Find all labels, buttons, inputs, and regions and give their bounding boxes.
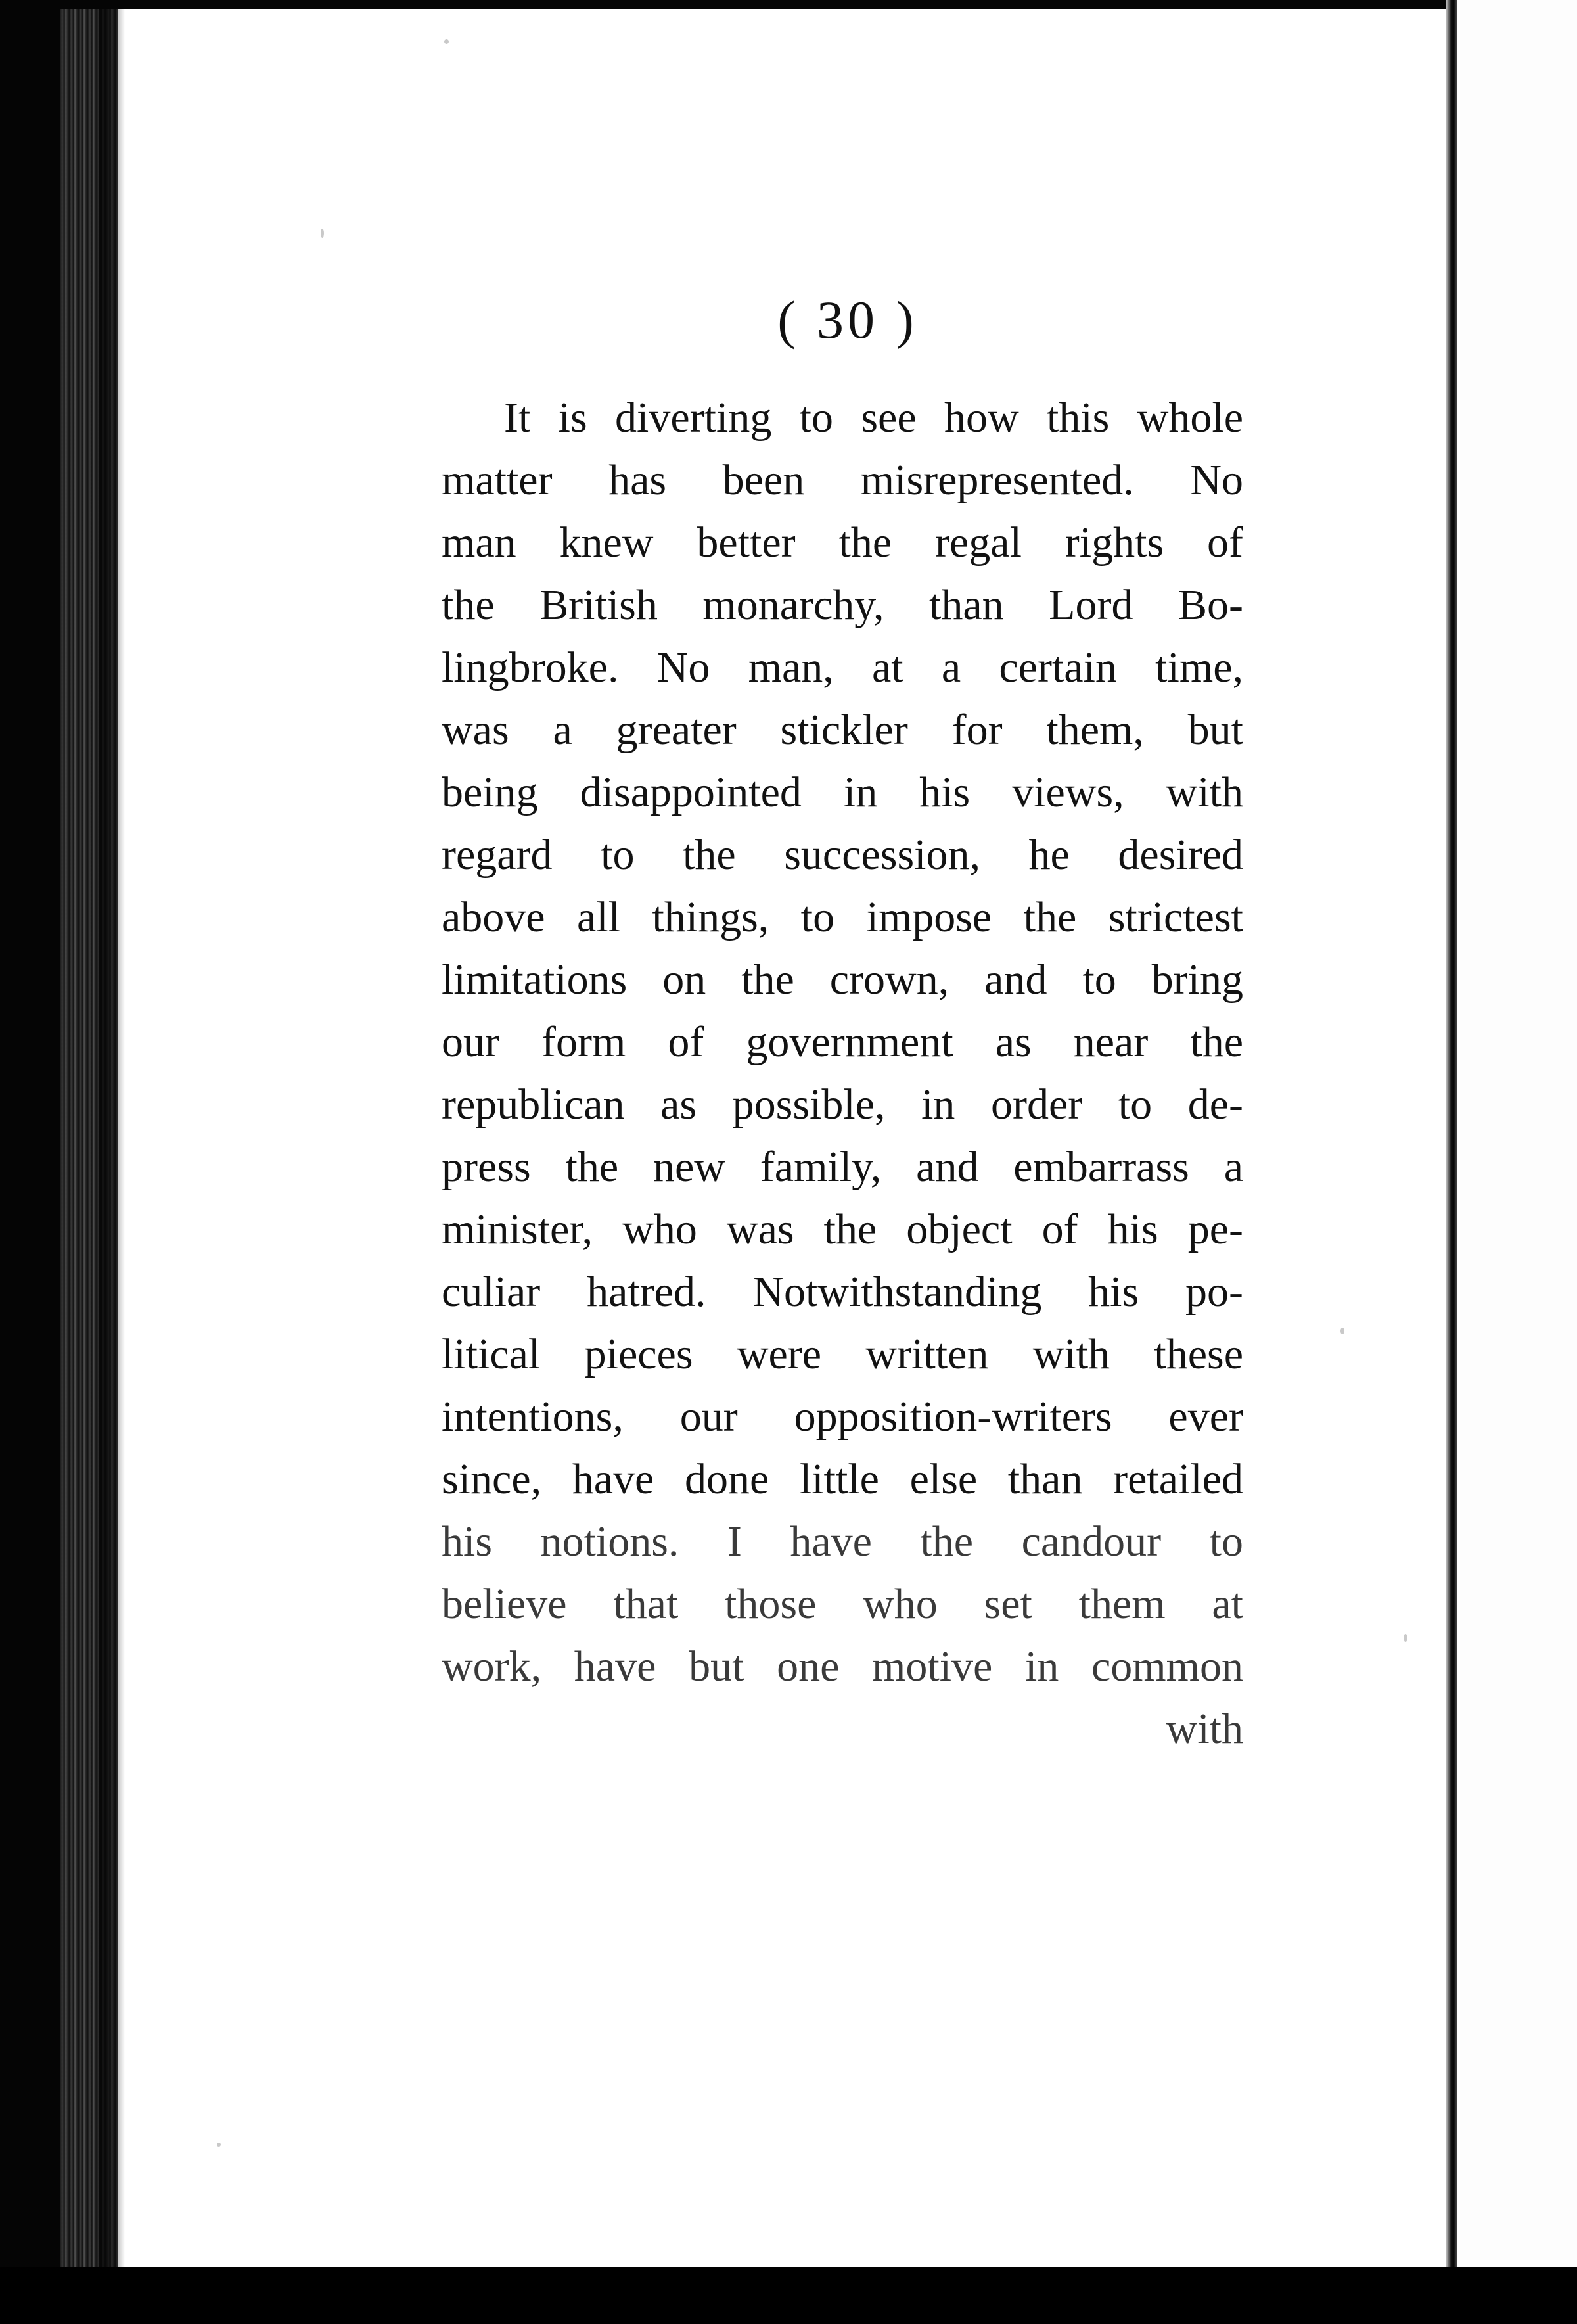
scan-speck	[1404, 1634, 1407, 1642]
text-line: litical pieces were written with these	[442, 1330, 1243, 1378]
text-line: believe that those who set them at	[442, 1580, 1243, 1628]
text-line: minister, who was the object of his pe-	[442, 1205, 1243, 1253]
text-line: was a greater stickler for them, but	[442, 706, 1243, 754]
scan-bottom-border	[0, 2267, 1577, 2324]
text-line: press the new family, and embarrass a	[442, 1143, 1243, 1191]
text-line: above all things, to impose the strictest	[442, 893, 1243, 941]
text-line: republican as possible, in order to de-	[442, 1081, 1243, 1128]
facing-page	[1457, 0, 1577, 2287]
spine-shadow	[99, 9, 125, 2277]
scan-speck	[321, 229, 324, 238]
text-line: regard to the succession, he desired	[442, 831, 1243, 879]
text-line: work, have but one motive in common	[442, 1642, 1243, 1690]
text-line: lingbroke. No man, at a certain time,	[442, 643, 1243, 691]
text-line: It is diverting to see how this whole	[504, 394, 1243, 442]
scan-speck	[444, 39, 449, 44]
text-line: matter has been misrepresented. No	[442, 456, 1243, 504]
body-text	[442, 386, 1243, 1760]
text-line: limitations on the crown, and to bring	[442, 956, 1243, 1004]
text-line: being disappointed in his views, with	[442, 768, 1243, 816]
scan-speck	[217, 2143, 221, 2147]
text-line: our form of government as near the	[442, 1018, 1243, 1066]
text-line: intentions, our opposition-writers ever	[442, 1393, 1243, 1441]
text-line: man knew better the regal rights of	[442, 519, 1243, 567]
page-number: ( 30 )	[777, 290, 918, 350]
text-line: culiar hatred. Notwithstanding his po-	[442, 1268, 1243, 1316]
page-gutter	[1446, 0, 1459, 2287]
catchword: with	[1166, 1705, 1243, 1753]
text-line: the British monarchy, than Lord Bo-	[442, 581, 1243, 629]
text-line: since, have done little else than retailed	[442, 1455, 1243, 1503]
text-line: his notions. I have the candour to	[442, 1518, 1243, 1566]
scan-speck	[1340, 1328, 1344, 1334]
